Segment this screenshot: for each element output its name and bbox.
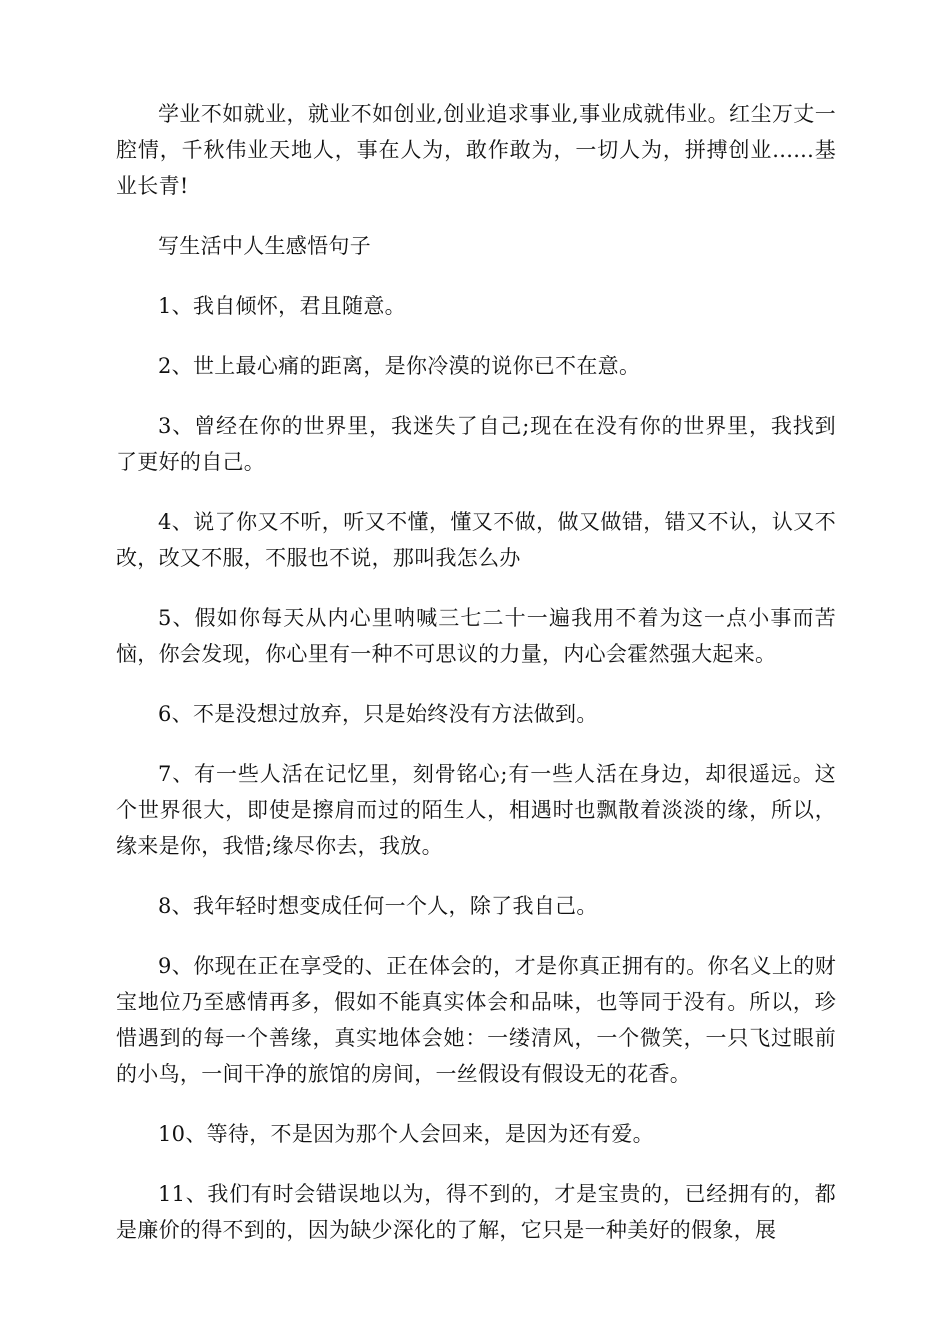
list-item: 1、我自倾怀，君且随意。 [158, 294, 406, 318]
list-item: 3、曾经在你的世界里，我迷失了自己;现在在没有你的世界里，我找到了更好的自己。 [116, 414, 836, 474]
list-item: 4、说了你又不听，听又不懂，懂又不做，做又做错，错又不认，认又不改，改又不服，不服也不说，那叫我怎么办 [116, 510, 836, 570]
section-heading: 写生活中人生感悟句子 [158, 234, 371, 258]
list-item: 8、我年轻时想变成任何一个人，除了我自己。 [158, 894, 598, 918]
list-item: 9、你现在正在享受的、正在体会的，才是你真正拥有的。你名义上的财宝地位乃至感情再多，假如不能真实体会和品味，也等同于没有。所以，珍惜遇到的每一个善缘，真实地体会她：一缕清风，一个微笑，一只飞过眼前的小鸟，一间干净的旅馆的房间，一丝假设有假设无的花香。 [116, 954, 836, 1086]
list-item: 10、等待，不是因为那个人会回来，是因为还有爱。 [158, 1122, 654, 1146]
list-item: 6、不是没想过放弃，只是始终没有方法做到。 [158, 702, 598, 726]
list-item: 2、世上最心痛的距离，是你冷漠的说你已不在意。 [158, 354, 641, 378]
document-body [116, 96, 836, 1272]
list-item: 5、假如你每天从内心里呐喊三七二十一遍我用不着为这一点小事而苦恼，你会发现，你心里有一种不可思议的力量，内心会霍然强大起来。 [116, 606, 836, 666]
paragraph-intro: 学业不如就业，就业不如创业,创业追求事业,事业成就伟业。红尘万丈一腔情，千秋伟业天地人，事在人为，敢作敢为，一切人为，拼搏创业......基业长青! [116, 102, 836, 198]
list-item: 7、有一些人活在记忆里，刻骨铭心;有一些人活在身边，却很遥远。这个世界很大，即使是擦肩而过的陌生人，相遇时也飘散着淡淡的缘，所以，缘来是你，我惜;缘尽你去，我放。 [116, 762, 836, 858]
list-item: 11、我们有时会错误地以为，得不到的，才是宝贵的，已经拥有的，都是廉价的得不到的，因为缺少深化的了解，它只是一种美好的假象，展 [116, 1182, 836, 1242]
